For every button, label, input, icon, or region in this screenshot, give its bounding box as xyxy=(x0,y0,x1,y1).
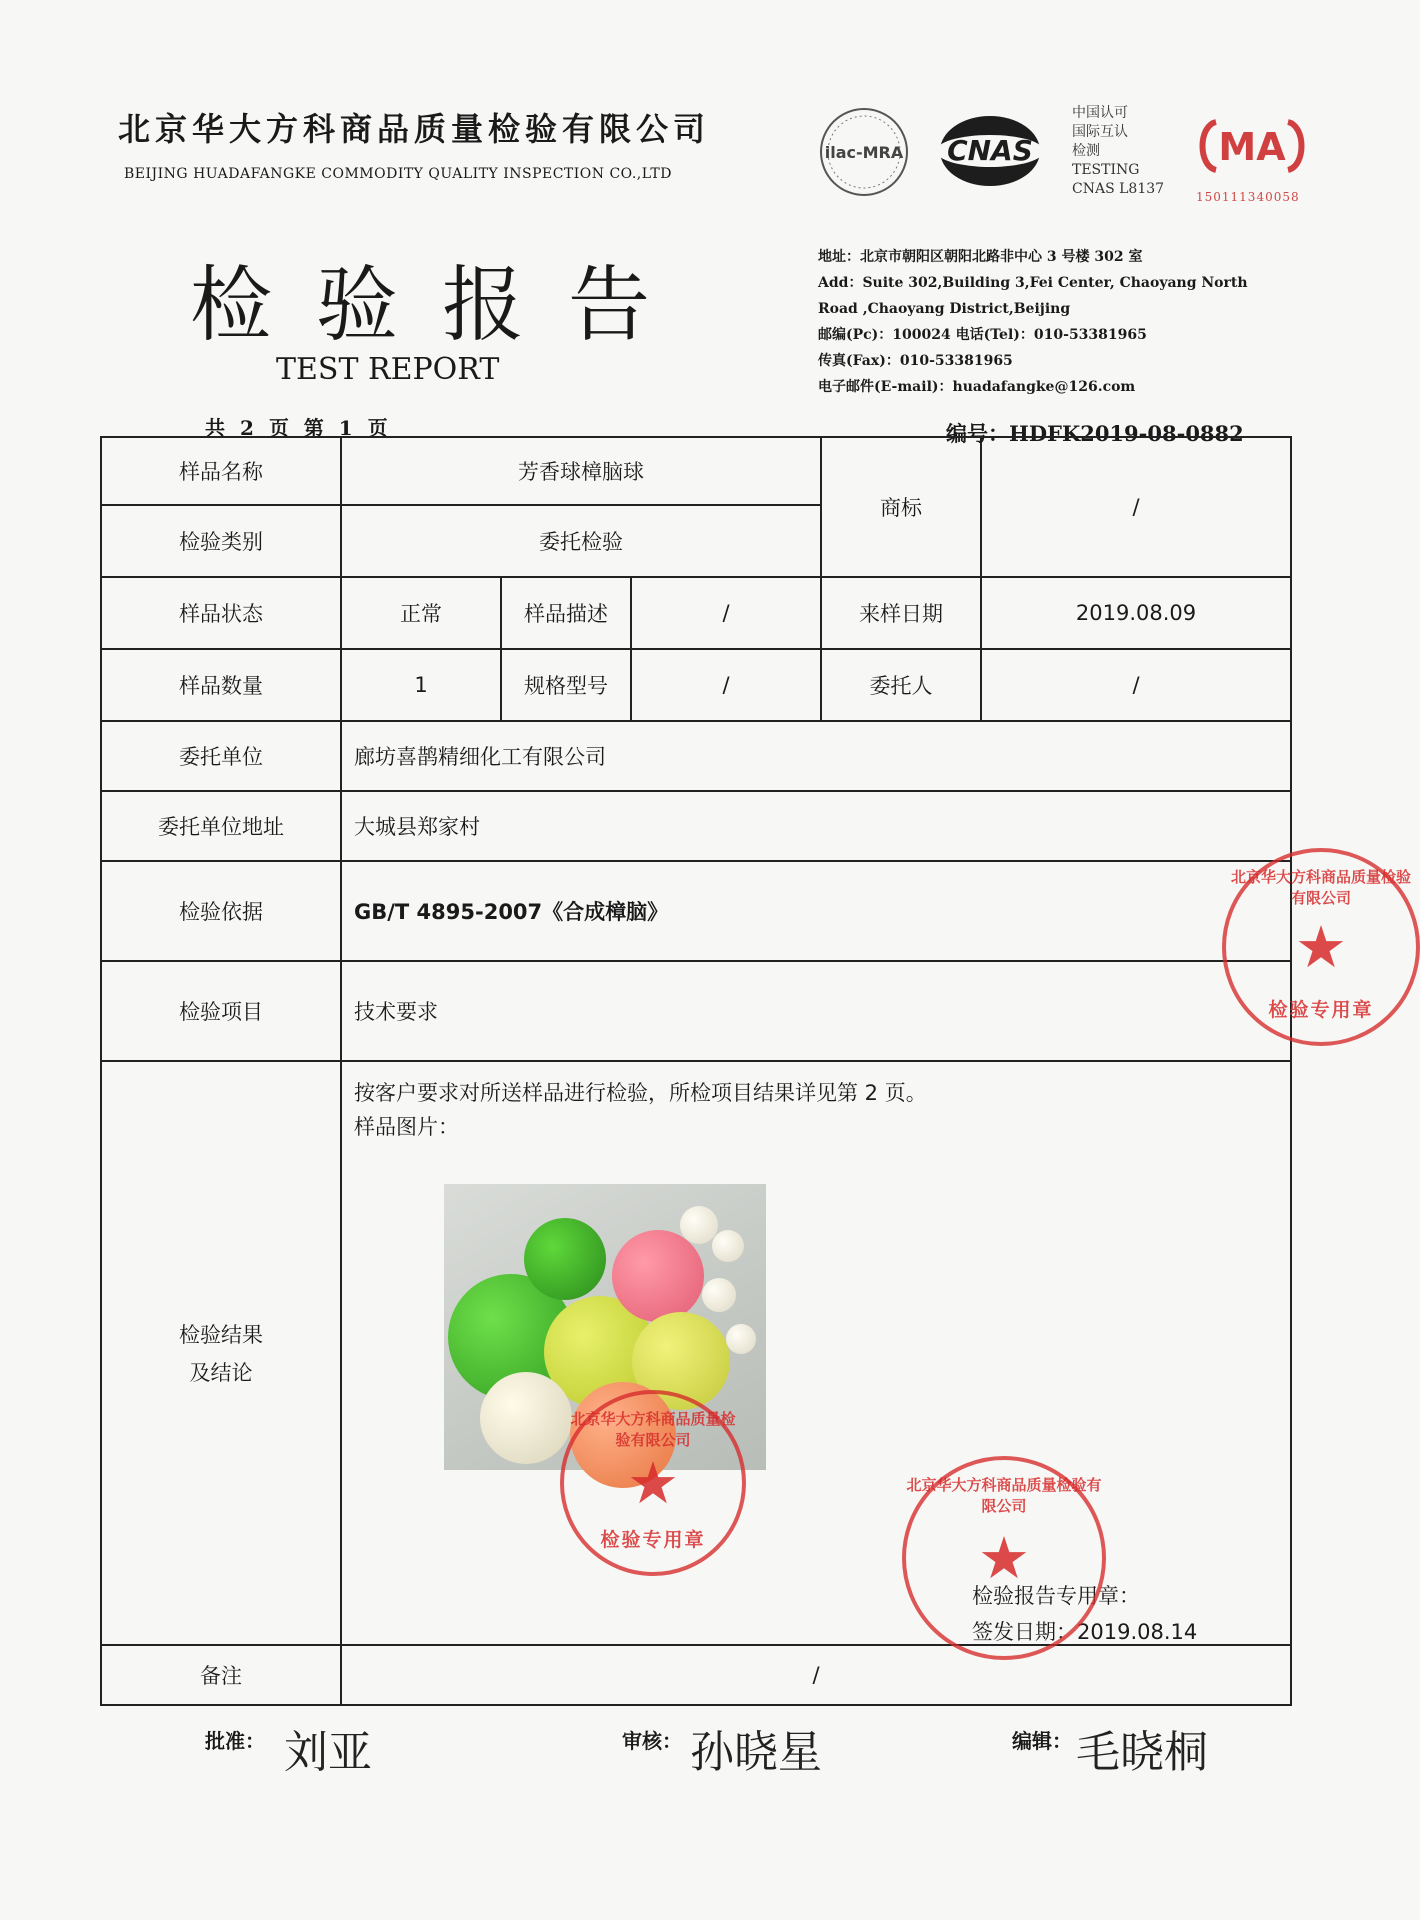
photo-ball-pink xyxy=(612,1230,704,1322)
inspection-item-label: 检验项目 xyxy=(101,961,341,1061)
client-unit-value: 廊坊喜鹊精细化工有限公司 xyxy=(341,721,1291,791)
spec-value: / xyxy=(631,649,821,721)
remark-value: / xyxy=(341,1645,1291,1705)
address-line: 传真(Fax)：010-53381965 xyxy=(818,353,1013,369)
photo-ball-green-small xyxy=(524,1218,606,1300)
cma-number: 150111340058 xyxy=(1196,190,1300,204)
review-label: 审核： xyxy=(622,1729,682,1753)
inspection-basis-label: 检验依据 xyxy=(101,861,341,961)
address-line: 地址：北京市朝阳区朝阳北路非中心 3 号楼 302 室 xyxy=(818,249,1143,265)
stamp-star-icon: ★ xyxy=(1295,913,1347,981)
inspection-basis-value: GB/T 4895-2007《合成樟脑》 xyxy=(341,861,1291,961)
cnas-accreditation-text xyxy=(1072,104,1164,199)
cnas-line: TESTING xyxy=(1072,162,1140,178)
sample-name-value: 芳香球樟脑球 xyxy=(341,437,821,505)
cnas-logo xyxy=(934,112,1046,190)
approve-label: 批准： xyxy=(205,1729,265,1753)
cnas-line: CNAS L8137 xyxy=(1072,181,1165,197)
ilac-mra-logo xyxy=(818,106,910,198)
sample-desc-label: 样品描述 xyxy=(501,577,631,649)
sample-quantity-label: 样品数量 xyxy=(101,649,341,721)
address-line: Road ,Chaoyang District,Beijing xyxy=(818,301,1071,317)
photo-ball-small-white xyxy=(680,1206,718,1244)
sample-name-label: 样品名称 xyxy=(101,437,341,505)
client-person-label: 委托人 xyxy=(821,649,981,721)
ilac-logo-text: ilac-MRA xyxy=(824,143,904,162)
report-number: 编号：HDFK2019-08-0882 xyxy=(946,421,1244,446)
sample-state-label: 样品状态 xyxy=(101,577,341,649)
cnas-line: 中国认可 xyxy=(1072,105,1128,121)
brand-label: 商标 xyxy=(821,437,981,577)
client-address-label: 委托单位地址 xyxy=(101,791,341,861)
photo-ball-small-white xyxy=(726,1324,756,1354)
sample-quantity-value: 1 xyxy=(341,649,501,721)
photo-label: 样品图片： xyxy=(354,1115,459,1139)
report-title-cn: 检验报告 xyxy=(190,258,695,353)
stamp-arc-text: 北京华大方科商品质量检验有限公司 xyxy=(1230,868,1411,907)
address-line: 邮编(Pc)：100024 电话(Tel)：010-53381965 xyxy=(818,327,1147,343)
review-signature: 孙晓星 xyxy=(690,1727,822,1778)
result-text: 按客户要求对所送样品进行检验，所检项目结果详见第 2 页。 xyxy=(354,1081,927,1105)
cma-logo-text: MA xyxy=(1218,125,1286,169)
seal-label: 检验报告专用章： xyxy=(972,1584,1140,1608)
sample-state-value: 正常 xyxy=(341,577,501,649)
client-unit-label: 委托单位 xyxy=(101,721,341,791)
edge-seal-stamp xyxy=(1222,848,1420,1046)
report-title-en: TEST REPORT xyxy=(276,352,500,387)
photo-ball-small-white xyxy=(712,1230,744,1262)
arrival-date-value: 2019.08.09 xyxy=(981,577,1291,649)
company-name-cn: 北京华大方科商品质量检验有限公司 xyxy=(118,110,711,148)
page-counter: 共 2 页 第 1 页 xyxy=(205,416,392,440)
stamp-arc-text: 北京华大方科商品质量检验有限公司 xyxy=(570,1410,736,1449)
stamp-seal-text: 检验专用章 xyxy=(1268,999,1374,1021)
stamp-star-icon: ★ xyxy=(978,1524,1030,1592)
result-label xyxy=(101,1061,341,1645)
client-address-value: 大城县郑家村 xyxy=(341,791,1291,861)
edit-label: 编辑： xyxy=(1012,1729,1072,1753)
cnas-line: 检测 xyxy=(1072,143,1100,159)
spec-label: 规格型号 xyxy=(501,649,631,721)
inspection-seal-stamp xyxy=(560,1390,746,1576)
result-cell xyxy=(341,1061,1291,1645)
cma-logo xyxy=(1196,114,1308,178)
approve-signature: 刘亚 xyxy=(284,1727,372,1778)
address-line: 电子邮件(E-mail)：huadafangke@126.com xyxy=(818,379,1136,395)
stamp-arc-text: 北京华大方科商品质量检验有限公司 xyxy=(906,1476,1102,1515)
stamp-seal-text: 检验专用章 xyxy=(600,1529,706,1551)
arrival-date-label: 来样日期 xyxy=(821,577,981,649)
edit-signature: 毛晓桐 xyxy=(1076,1727,1208,1778)
stamp-star-icon: ★ xyxy=(627,1449,679,1517)
brand-value: / xyxy=(981,437,1291,577)
inspection-type-label: 检验类别 xyxy=(101,505,341,577)
photo-ball-white xyxy=(480,1372,572,1464)
cnas-line: 国际互认 xyxy=(1072,124,1128,140)
company-address-block xyxy=(818,244,1248,400)
report-seal-stamp xyxy=(902,1456,1106,1660)
result-label-line1: 检验结果 xyxy=(179,1323,263,1347)
address-line: Add：Suite 302,Building 3,Fei Center, Chaoyang North xyxy=(818,275,1248,291)
cnas-logo-text: CNAS xyxy=(947,134,1033,167)
client-person-value: / xyxy=(981,649,1291,721)
issue-date: 签发日期：2019.08.14 xyxy=(972,1620,1198,1644)
inspection-item-value: 技术要求 xyxy=(341,961,1291,1061)
sample-desc-value: / xyxy=(631,577,821,649)
photo-ball-small-white xyxy=(702,1278,736,1312)
company-name-en: BEIJING HUADAFANGKE COMMODITY QUALITY INSPECTION CO.,LTD xyxy=(124,166,672,182)
result-label-line2: 及结论 xyxy=(189,1361,253,1385)
remark-label: 备注 xyxy=(101,1645,341,1705)
inspection-type-value: 委托检验 xyxy=(341,505,821,577)
